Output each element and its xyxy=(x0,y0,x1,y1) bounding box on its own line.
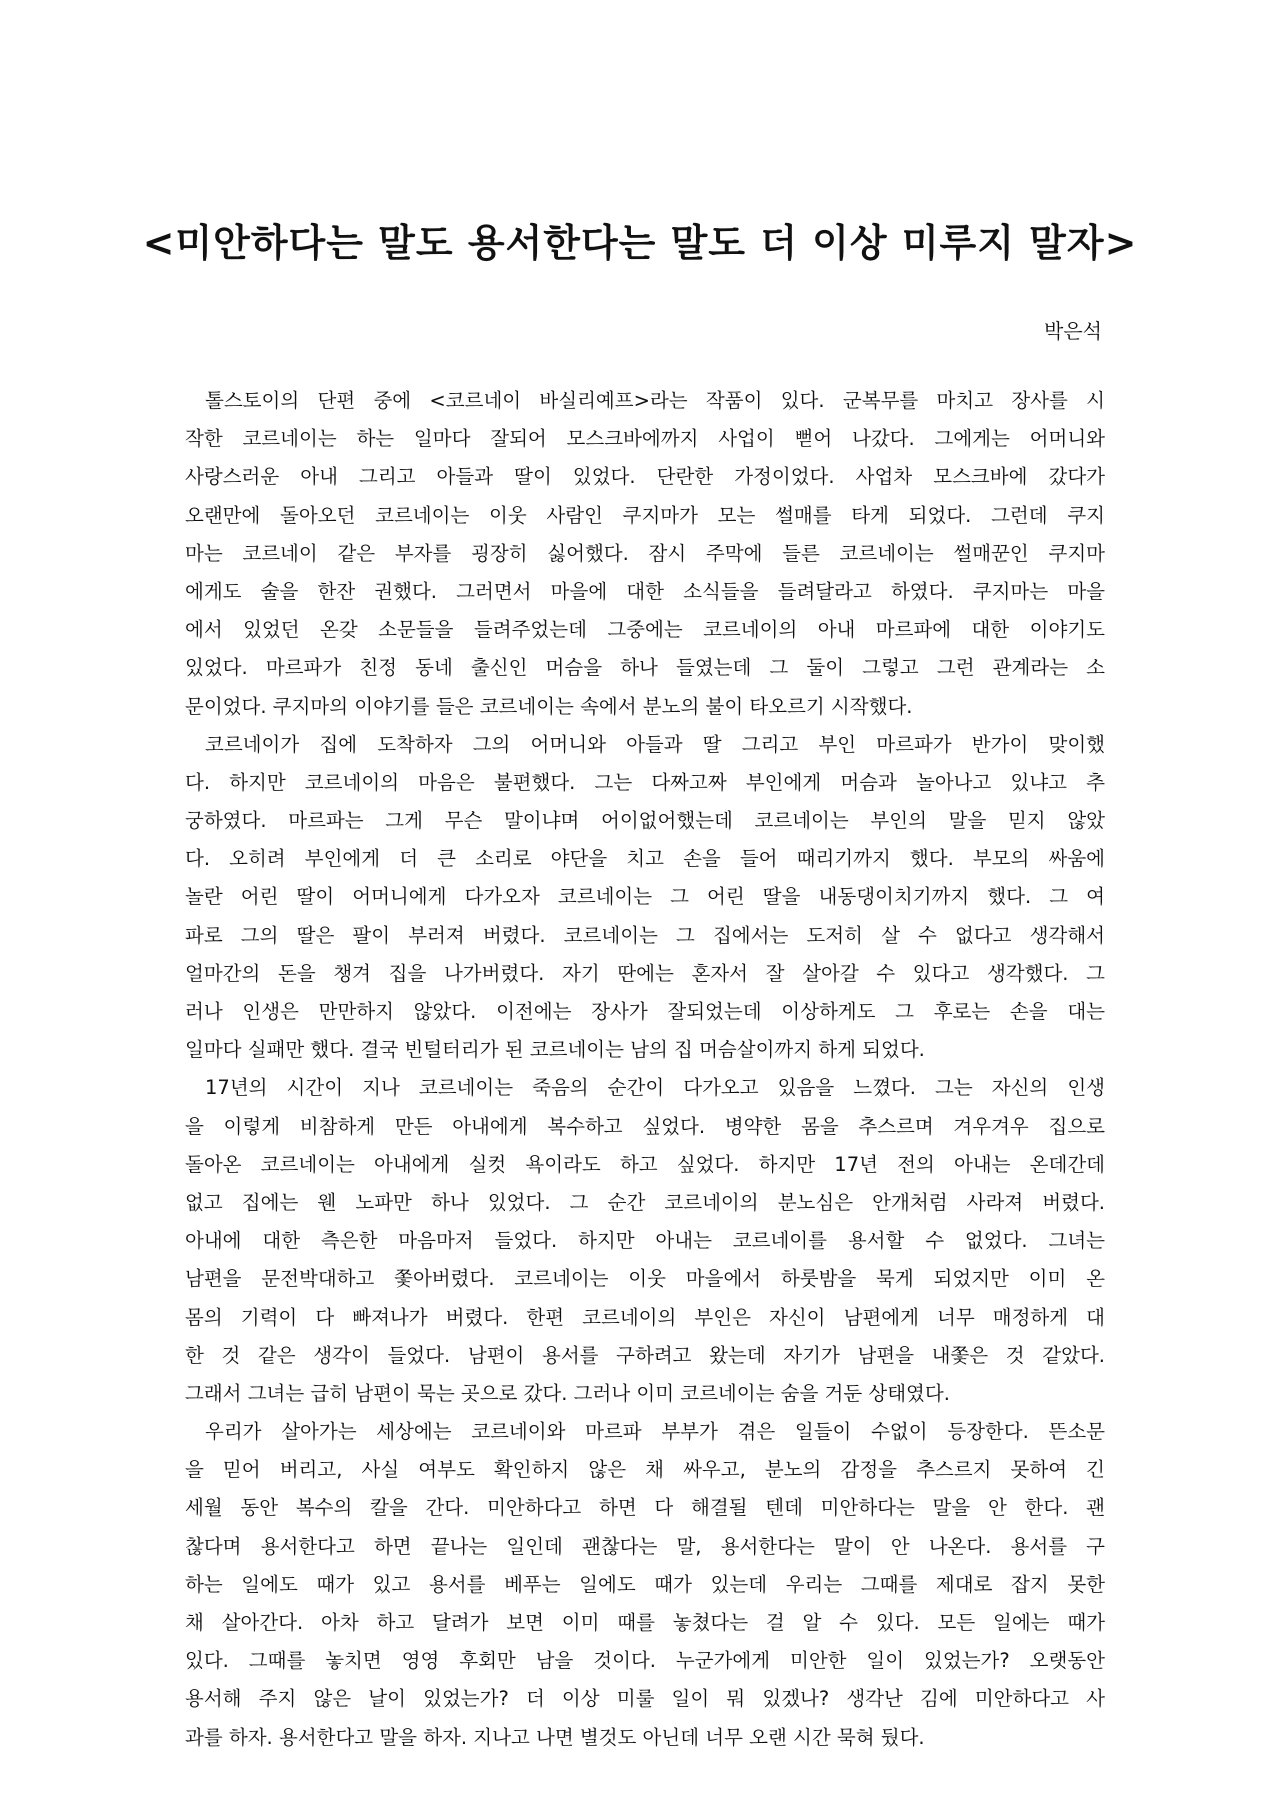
text-line: 남편을 문전박대하고 쫓아버렸다. 코르네이는 이웃 마을에서 하룻밤을 묵게 되었지만 이미 온 xyxy=(185,1267,1105,1291)
text-line: 에게도 술을 한잔 권했다. 그러면서 마을에 대한 소식들을 들려달라고 하였다. 쿠지마는 마을 xyxy=(185,579,1105,603)
text-line: 있다. 그때를 놓치면 영영 후회만 남을 것이다. 누군가에게 미안한 일이 있었는가? 오랫동안 xyxy=(185,1649,1105,1673)
text-line: 궁하였다. 마르파는 그게 무슨 말이냐며 어이없어했는데 코르네이는 부인의 말을 믿지 않았 xyxy=(185,809,1105,833)
text-line: 17년의 시간이 지나 코르네이는 죽음의 순간이 다가오고 있음을 느꼈다. 그는 자신의 인생 xyxy=(205,1076,1105,1100)
text-line: 세월 동안 복수의 칼을 간다. 미안하다고 하면 다 해결될 텐데 미안하다는 말을 안 한다. 괜 xyxy=(185,1496,1105,1520)
text-line: 코르네이가 집에 도착하자 그의 어머니와 아들과 딸 그리고 부인 마르파가 반가이 맞이했 xyxy=(205,732,1105,756)
document-title: <미안하다는 말도 용서한다는 말도 더 이상 미루지 말자> xyxy=(142,221,1138,265)
author-name: 박은석 xyxy=(1044,319,1102,343)
text-line: 과를 하자. 용서한다고 말을 하자. 지나고 나면 별것도 아닌데 너무 오랜 시간 묵혀 뒀다. xyxy=(185,1725,925,1749)
text-line: 사랑스러운 아내 그리고 아들과 딸이 있었다. 단란한 가정이었다. 사업차 모스크바에 갔다가 xyxy=(185,465,1105,489)
text-line: 마는 코르네이 같은 부자를 굉장히 싫어했다. 잠시 주막에 들른 코르네이는 썰매꾼인 쿠지마 xyxy=(185,541,1105,565)
text-line: 오랜만에 돌아오던 코르네이는 이웃 사람인 쿠지마가 모는 썰매를 타게 되었다. 그런데 쿠지 xyxy=(185,503,1105,527)
text-line: 러나 인생은 만만하지 않았다. 이전에는 장사가 잘되었는데 이상하게도 그 후로는 손을 대는 xyxy=(185,1000,1105,1023)
text-line: 을 믿어 버리고, 사실 여부도 확인하지 않은 채 싸우고, 분노의 감정을 추스르지 못하여 긴 xyxy=(185,1458,1105,1482)
text-line: 찮다며 용서한다고 하면 끝나는 일인데 괜찮다는 말, 용서한다는 말이 안 나온다. 용서를 구 xyxy=(185,1534,1105,1558)
text-line: 한 것 같은 생각이 들었다. 남편이 용서를 구하려고 왔는데 자기가 남편을 내쫓은 것 같았다. xyxy=(185,1343,1105,1367)
text-line: 에서 있었던 온갖 소문들을 들려주었는데 그중에는 코르네이의 아내 마르파에 대한 이야기도 xyxy=(185,618,1105,642)
text-line: 있었다. 마르파가 친정 동네 출신인 머슴을 하나 들였는데 그 둘이 그렇고 그런 관계라는 소 xyxy=(185,656,1105,680)
text-line: 파로 그의 딸은 팔이 부러져 버렸다. 코르네이는 그 집에서는 도저히 살 수 없다고 생각해서 xyxy=(185,923,1105,947)
text-line: 채 살아간다. 아차 하고 달려가 보면 이미 때를 놓쳤다는 걸 알 수 있다. 모든 일에는 때가 xyxy=(185,1611,1105,1634)
text-line: 용서해 주지 않은 날이 있었는가? 더 이상 미룰 일이 뭐 있겠나? 생각난 김에 미안하다고 사 xyxy=(185,1687,1105,1711)
text-line: 아내에 대한 측은한 마음마저 들었다. 하지만 아내는 코르네이를 용서할 수 없었다. 그녀는 xyxy=(185,1229,1105,1253)
text-line: 작한 코르네이는 하는 일마다 잘되어 모스크바에까지 사업이 뻗어 나갔다. 그에게는 어머니와 xyxy=(185,427,1105,451)
document-body xyxy=(185,382,1105,1757)
text-line: 우리가 살아가는 세상에는 코르네이와 마르파 부부가 겪은 일들이 수없이 등장한다. 뜬소문 xyxy=(205,1420,1105,1444)
text-line: 을 이렇게 비참하게 만든 아내에게 복수하고 싶었다. 병약한 몸을 추스르며 겨우겨우 집으로 xyxy=(185,1114,1105,1138)
text-line: 하는 일에도 때가 있고 용서를 베푸는 일에도 때가 있는데 우리는 그때를 제대로 잡지 못한 xyxy=(185,1572,1105,1596)
text-line: 다. 오히려 부인에게 더 큰 소리로 야단을 치고 손을 들어 때리기까지 했다. 부모의 싸움에 xyxy=(185,847,1105,871)
text-line: 톨스토이의 단편 중에 <코르네이 바실리예프>라는 작품이 있다. 군복무를 마치고 장사를 시 xyxy=(205,389,1105,412)
text-line: 얼마간의 돈을 챙겨 집을 나가버렸다. 자기 딴에는 혼자서 잘 살아갈 수 있다고 생각했다. 그 xyxy=(185,961,1105,985)
text-line: 돌아온 코르네이는 아내에게 실컷 욕이라도 하고 싶었다. 하지만 17년 전의 아내는 온데간데 xyxy=(185,1152,1105,1176)
text-line: 놀란 어린 딸이 어머니에게 다가오자 코르네이는 그 어린 딸을 내동댕이치기까지 했다. 그 여 xyxy=(185,885,1105,909)
text-line: 그래서 그녀는 급히 남편이 묵는 곳으로 갔다. 그러나 이미 코르네이는 숨을 거둔 상태였다. xyxy=(185,1381,950,1405)
text-line: 몸의 기력이 다 빠져나가 버렸다. 한편 코르네이의 부인은 자신이 남편에게 너무 매정하게 대 xyxy=(185,1305,1105,1329)
text-line: 다. 하지만 코르네이의 마음은 불편했다. 그는 다짜고짜 부인에게 머슴과 놀아나고 있냐고 추 xyxy=(185,770,1105,794)
text-line: 없고 집에는 웬 노파만 하나 있었다. 그 순간 코르네이의 분노심은 안개처럼 사라져 버렸다. xyxy=(185,1190,1105,1214)
text-line: 문이었다. 쿠지마의 이야기를 들은 코르네이는 속에서 분노의 불이 타오르기 시작했다. xyxy=(185,694,913,718)
text-line: 일마다 실패만 했다. 결국 빈털터리가 된 코르네이는 남의 집 머슴살이까지 하게 되었다. xyxy=(185,1038,925,1062)
